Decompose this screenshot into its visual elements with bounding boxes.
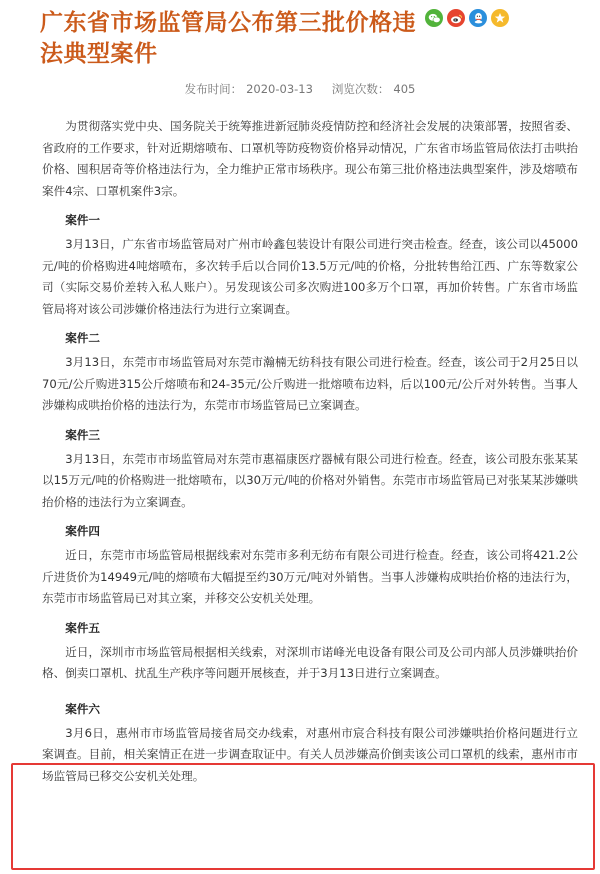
wechat-icon xyxy=(428,13,441,24)
views-label: 浏览次数： xyxy=(331,82,390,96)
views-count: 405 xyxy=(393,82,416,96)
case-heading: 案件六 xyxy=(65,701,100,716)
article-header xyxy=(0,0,600,100)
case-body: 3月13日，东莞市市场监管局对东莞市瀚楠无纺科技有限公司进行检查。经查，该公司于2月25日以70元/公斤购进315公斤熔喷布和24-35元/公斤购进一批熔喷布边料，后以100元/公斤对外转售。当事人涉嫌构成哄抬价格的违法行为，东莞市市场监管局已立案调查。 xyxy=(42,355,578,412)
case-body: 3月13日，东莞市市场监管局对东莞市惠福康医疗器械有限公司进行检查。经查，该公司股东张某某以15万元/吨的价格购进一批熔喷布，以30万元/吨的价格对外销售。东莞市市场监管局已对张某某涉嫌哄抬价格的违法行为立案调查。 xyxy=(42,451,578,509)
qzone-icon xyxy=(494,12,506,24)
case-heading: 案件二 xyxy=(65,331,100,345)
weibo-share-button[interactable] xyxy=(447,9,465,27)
qq-icon xyxy=(473,12,484,24)
share-bar xyxy=(425,9,509,27)
intro-paragraph: 为贯彻落实党中央、国务院关于统筹推进新冠肺炎疫情防控和经济社会发展的决策部署，按照省委、省政府的工作要求，针对近期熔喷布、口罩机等防疫物资价格异动情况，广东省市场监管局依法打击哄抬价格、囤积居奇等价格违法行为，全力维护正常市场秩序。现公布第三批价格违法典型案件，涉及熔喷布案件4宗、口罩机案件3宗。 xyxy=(42,119,578,198)
published-date: 2020-03-13 xyxy=(246,82,313,96)
weibo-icon xyxy=(450,13,463,24)
case-1 xyxy=(42,210,578,320)
article-body xyxy=(42,116,578,791)
article-meta xyxy=(0,81,600,97)
article-title: 广东省市场监管局公布第三批价格违法典型案件 xyxy=(40,10,416,67)
case-heading: 案件五 xyxy=(65,620,100,635)
case-5 xyxy=(42,618,578,685)
case-heading: 案件四 xyxy=(65,524,100,538)
case-3 xyxy=(42,425,578,514)
case-body: 近日，深圳市市场监管局根据相关线索，对深圳市诺峰光电设备有限公司及公司内部人员涉嫌哄抬价格、倒卖口罩机、扰乱生产秩序等问题开展核查，并于3月13日进行立案调查。 xyxy=(42,644,578,680)
case-body: 近日，东莞市市场监管局根据线索对东莞市多利无纺布有限公司进行检查。经查，该公司将421.2公斤进货价为14949元/吨的熔喷布大幅提至约30万元/吨对外销售。当事人涉嫌构成哄抬价格的违法行为，东莞市市场监管局已对其立案，并移交公安机关处理。 xyxy=(42,548,578,605)
wechat-share-button[interactable] xyxy=(425,9,443,27)
case-6 xyxy=(42,699,578,788)
case-2 xyxy=(42,328,578,417)
case-4 xyxy=(42,521,578,610)
case-heading: 案件一 xyxy=(65,213,100,227)
case-body: 3月13日，广东省市场监管局对广州市岭鑫包装设计有限公司进行突击检查。经查，该公司以45000元/吨的价格购进4吨熔喷布，多次转手后以合同价13.5万元/吨的价格，分批转售给江西、广东等数家公司（实际交易价差转入私人账户）。另发现该公司多次购进100多万个口罩，再加价转售。广东省市场监管局将对该公司涉嫌价格违法行为进行立案调查。 xyxy=(42,237,578,316)
qq-share-button[interactable] xyxy=(469,9,487,27)
case-body: 3月6日，惠州市市场监管局接省局交办线索，对惠州市宸合科技有限公司涉嫌哄抬价格问题进行立案调查。目前，相关案情正在进一步调查取证中。有关人员涉嫌高价倒卖该公司口罩机的线索，惠州市市场监管局已移交公安机关处理。 xyxy=(42,725,578,783)
case-heading: 案件三 xyxy=(65,427,100,442)
published-label: 发布时间： xyxy=(184,82,243,96)
qzone-share-button[interactable] xyxy=(491,9,509,27)
